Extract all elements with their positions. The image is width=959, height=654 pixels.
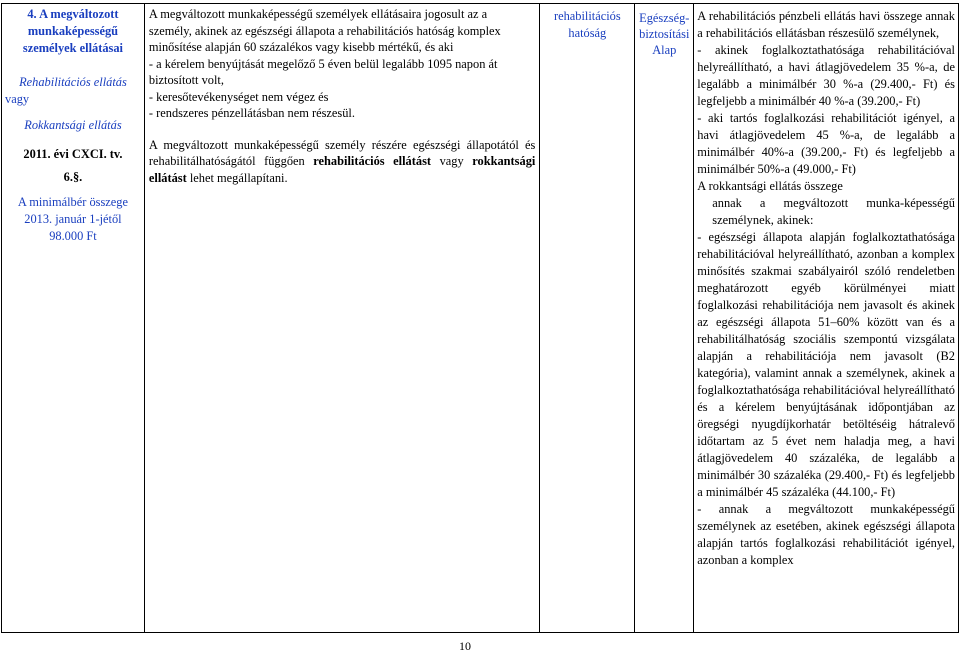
eligibility-cell (144, 4, 539, 633)
page-number: 10 (459, 639, 471, 653)
paragraph-text: vagy (431, 154, 473, 168)
amount-paragraph: A rehabilitációs pénzbeli ellátás havi összege annak a rehabilitációs ellátásban részesülő személynek, (697, 9, 955, 40)
connector-word: vagy (5, 92, 30, 106)
law-reference: 2011. évi CXCI. tv. (23, 147, 123, 161)
eligibility-line: személy, akinek az egészségi állapota a rehabilitációs hatóság komplex (148, 23, 501, 38)
fund-line: Egészség- (639, 11, 690, 25)
benefits-table (1, 3, 959, 633)
amount-paragraph: A rokkantsági ellátás összege (697, 179, 843, 193)
eligibility-line: - rendszeres pénzellátásban nem részesül. (148, 106, 355, 120)
eligibility-line: - a kérelem benyújtását megelőző 5 éven belül legalább 1095 napon át (148, 56, 498, 71)
eligibility-paragraph (149, 137, 535, 187)
paragraph-text: lehet megállapítani. (186, 170, 288, 185)
amount-paragraph: - annak a megváltozott munkaképességű személynek az esetében, akinek egészségi állapota alapján tartós foglalkozási rehabilitációt igényel, azonban a komplex (697, 502, 955, 567)
authority-text: rehabilitációs hatóság (553, 9, 621, 40)
section-reference: 6.§. (63, 170, 83, 184)
category-cell (2, 4, 145, 633)
table-row (2, 4, 959, 633)
amount-paragraph: annak a megváltozott munka-képességű személynek, akinek: (712, 196, 955, 227)
section-title: 4. A megváltozott munkaképességű személyek ellátásai (22, 7, 124, 55)
eligibility-line: - keresőtevékenységet nem végez és (148, 89, 329, 104)
disability-benefit-term: rokkantsági ellátást (148, 154, 536, 185)
fund-line: Alap (652, 43, 677, 57)
amount-paragraph: - akinek foglalkoztathatósága rehabilitációval helyreállítható, a havi átlagjövedelem 35 %-a, de legalább a minimálbér 30 %-a (29.400,- Ft) és legfeljebb a minimálbér 40 %-a (39.200,- Ft) (697, 43, 955, 108)
eligibility-line: biztosított volt, (148, 73, 224, 87)
paragraph-text: A megváltozott munkaképességű személy részére egészségi állapotától és rehabilitálhatóságától függően (148, 137, 536, 168)
amount-paragraph: - egészségi állapota alapján foglalkoztathatósága rehabilitációval helyreállítható, azonban a komplex minősítés szakmai szabályairól szóló rendeletben meghatározott egyéb körülményei miatt foglalkozási rehabilitációja nem javasolt és akinek az egészségi állapota 51–60% között van és a rehabilitálhatóság szociális szempontú vizsgálata alapján a rehabilitációja nem javasolt (B2 kategória), valamint annak a személynek, akinek a foglalkoztathatósága rehabilitációval helyreállítható és a kérelem benyújtásának időpontjában az öregségi nyugdíjkorhatár betöltéséig hátralevő időtartam az 5 évet nem haladja meg, a havi átlagjövedelem 40 százaléka, de legalább a minimálbér 30 százaléka (29.400,- Ft) és legfeljebb a minimálbér 45 százaléka (44.100,- Ft) (697, 230, 955, 499)
amount-cell (694, 4, 959, 633)
min-wage-label: A minimálbér összege 2013. január 1-jétől (17, 195, 129, 226)
rehab-benefit-term: rehabilitációs ellátást (313, 154, 432, 168)
disability-benefit-label: Rokkantsági ellátás (24, 118, 122, 132)
min-wage-value: 98.000 Ft (49, 229, 97, 243)
fund-line: biztosítási (639, 27, 690, 41)
eligibility-line: minősítése alapján 60 százalékos vagy kisebb mértékű, és aki (148, 40, 454, 54)
amount-paragraph: - aki tartós foglalkozási rehabilitációt igényel, a havi átlagjövedelem 45 %-a, de legalább a minimálbér 40%-a (39.200,- Ft) és legfeljebb a minimálbér 50%-a (49.000,- Ft) (697, 111, 955, 176)
authority-cell (540, 4, 635, 633)
rehab-benefit-label: Rehabilitációs ellátás (19, 75, 127, 89)
fund-cell (635, 4, 694, 633)
eligibility-line: A megváltozott munkaképességű személyek ellátásaira jogosult az a (148, 7, 488, 21)
